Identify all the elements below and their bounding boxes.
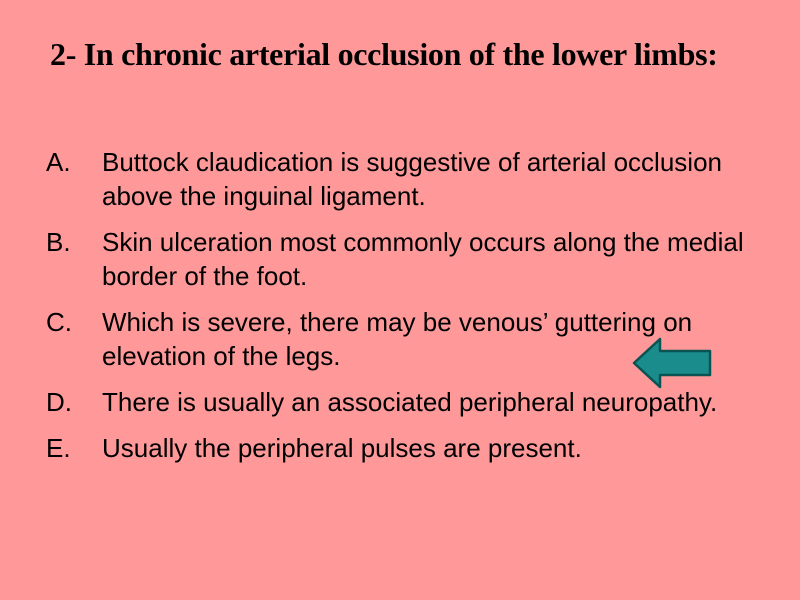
slide-title: 2- In chronic arterial occlusion of the lower limbs: bbox=[50, 36, 718, 72]
option-d bbox=[46, 385, 746, 419]
arrow-shape bbox=[634, 339, 710, 387]
option-text: Buttock claudication is suggestive of arterial occlusion above the inguinal ligament. bbox=[102, 147, 722, 211]
option-text: Which is severe, there may be venous’ guttering on elevation of the legs. bbox=[102, 307, 693, 371]
option-text: Usually the peripheral pulses are present. bbox=[102, 433, 582, 463]
option-letter: D. bbox=[46, 387, 72, 417]
option-letter: E. bbox=[46, 433, 71, 463]
option-letter: C. bbox=[46, 307, 72, 337]
option-letter: B. bbox=[46, 227, 71, 257]
option-letter: A. bbox=[46, 147, 71, 177]
option-a bbox=[46, 145, 746, 213]
option-b bbox=[46, 225, 746, 293]
option-e bbox=[46, 431, 746, 465]
option-text: Skin ulceration most commonly occurs along the medial border of the foot. bbox=[102, 227, 744, 291]
answer-options bbox=[46, 145, 746, 477]
left-arrow-icon bbox=[632, 337, 712, 389]
option-text: There is usually an associated peripheral neuropathy. bbox=[102, 387, 718, 417]
